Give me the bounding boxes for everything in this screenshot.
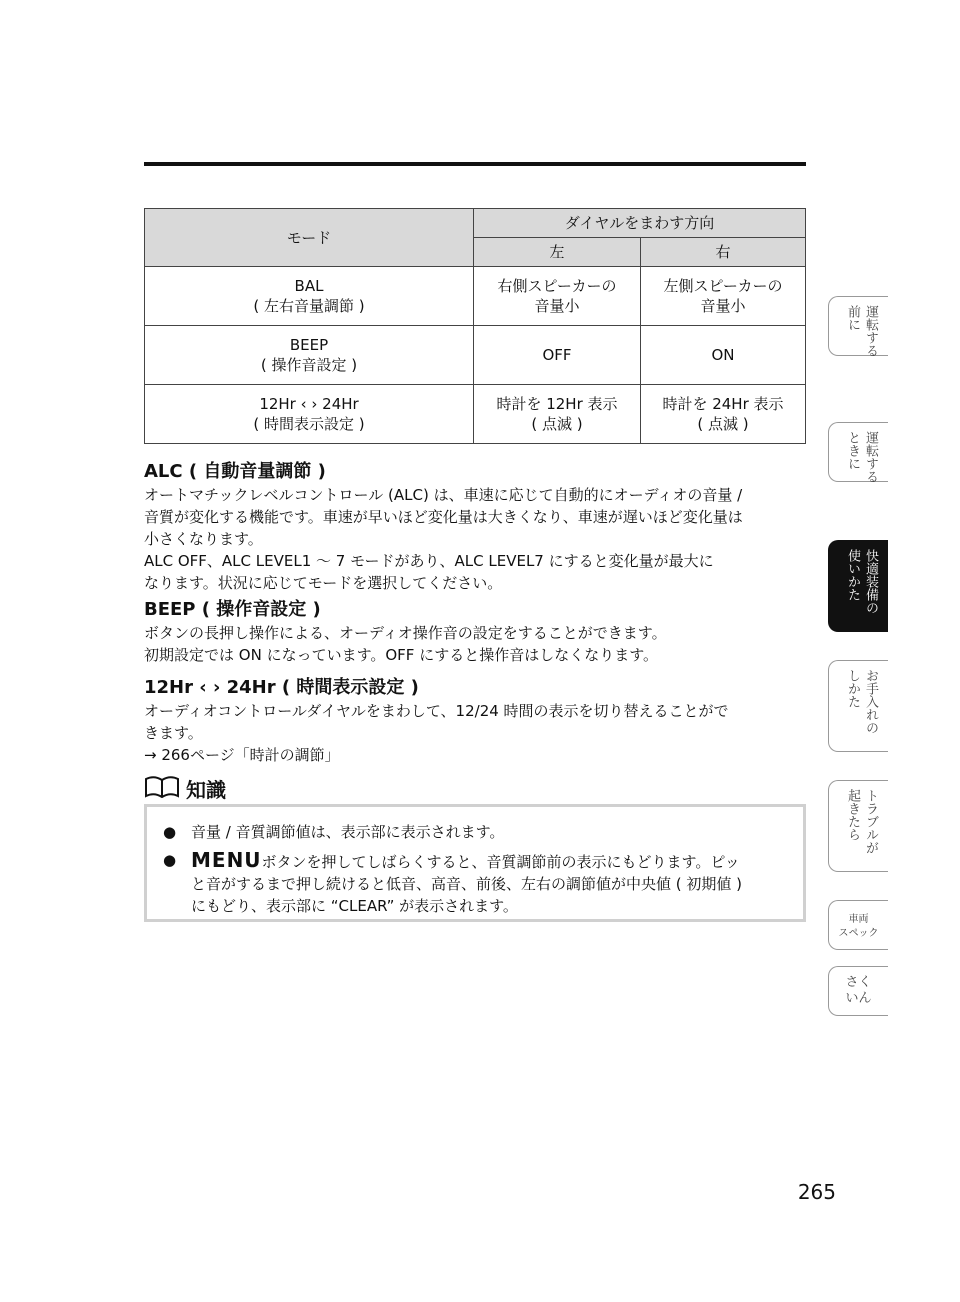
beep-section xyxy=(144,598,808,666)
table-cell: ON xyxy=(641,326,806,385)
header-dial-direction: ダイヤルをまわす方向 xyxy=(474,209,806,238)
header-right: 右 xyxy=(641,238,806,267)
top-rule xyxy=(144,162,806,166)
book-icon xyxy=(144,775,180,803)
alc-title: ALC ( 自動音量調節 ) xyxy=(144,461,326,482)
table-cell: 時計を 12Hr 表示 ( 点滅 ) xyxy=(474,385,641,444)
note-box xyxy=(144,804,806,922)
alc-body: オートマチックレベルコントロール (ALC) は、車速に応じて自動的にオーディオの音量 / 音質が変化する機能です。車速が早いほど変化量は大きくなり、車速が遅いほど変化量は 小さくなります。 ALC OFF、ALC LEVEL1 ～ 7 モードがあり、ALC LEVEL7 にすると変化量が最大に なります。状況に応じてモードを選択してください。 xyxy=(144,486,743,592)
table-cell: 時計を 24Hr 表示 ( 点滅 ) xyxy=(641,385,806,444)
tab-before-driving[interactable]: 運転する 前に xyxy=(828,296,888,356)
clock-body: オーディオコントロールダイヤルをまわして、12/24 時間の表示を切り替えることがで きます。 → 266ページ「時計の調節」 xyxy=(144,702,729,764)
table-cell: BAL ( 左右音量調節 ) xyxy=(145,267,474,326)
mode-table xyxy=(144,208,806,444)
tab-troubleshooting[interactable]: トラブルが 起きたら xyxy=(828,780,888,872)
table-cell: 右側スピーカーの 音量小 xyxy=(474,267,641,326)
note-title: 知識 xyxy=(186,778,226,802)
list-item: ● 音量 / 音質調節値は、表示部に表示されます。 xyxy=(163,823,505,841)
clock-section xyxy=(144,676,808,766)
header-left: 左 xyxy=(474,238,641,267)
bullet-icon: ● xyxy=(163,823,177,841)
table-cell: 左側スピーカーの 音量小 xyxy=(641,267,806,326)
header-mode: モード xyxy=(145,209,474,267)
bullet-icon: ● xyxy=(163,851,177,869)
table-cell: 12Hr ‹ › 24Hr ( 時間表示設定 ) xyxy=(145,385,474,444)
table-row xyxy=(145,326,806,385)
tab-maintenance[interactable]: お手入れの しかた xyxy=(828,660,888,752)
alc-section xyxy=(144,460,808,594)
table-row xyxy=(145,267,806,326)
beep-title: BEEP ( 操作音設定 ) xyxy=(144,599,321,620)
page-number: 265 xyxy=(797,1180,836,1204)
tab-vehicle-spec[interactable]: 車両 スペック xyxy=(828,900,888,950)
table-cell: BEEP ( 操作音設定 ) xyxy=(145,326,474,385)
tab-comfort-equipment[interactable]: 快適装備の 使いかた xyxy=(828,540,888,632)
clock-title: 12Hr ‹ › 24Hr ( 時間表示設定 ) xyxy=(144,677,419,698)
beep-body: ボタンの長押し操作による、オーディオ操作音の設定をすることができます。 初期設定では ON になっています。OFF にすると操作音はしなくなります。 xyxy=(144,624,667,664)
note-heading xyxy=(144,774,226,803)
list-item: ● MENUボタンを押してしばらくすると、音質調節前の表示にもどります。ピッ と音がするまで押し続けると低音、高音、前後、左右の調節値が中央値 ( 初期値 ) にもどり、表示部に “CLEAR” が表示されます。 xyxy=(163,848,743,915)
menu-button-label: MENU xyxy=(191,848,262,872)
table-cell: OFF xyxy=(474,326,641,385)
table-row xyxy=(145,385,806,444)
tab-while-driving[interactable]: 運転する ときに xyxy=(828,422,888,482)
tab-index[interactable]: さく いん xyxy=(828,966,888,1016)
